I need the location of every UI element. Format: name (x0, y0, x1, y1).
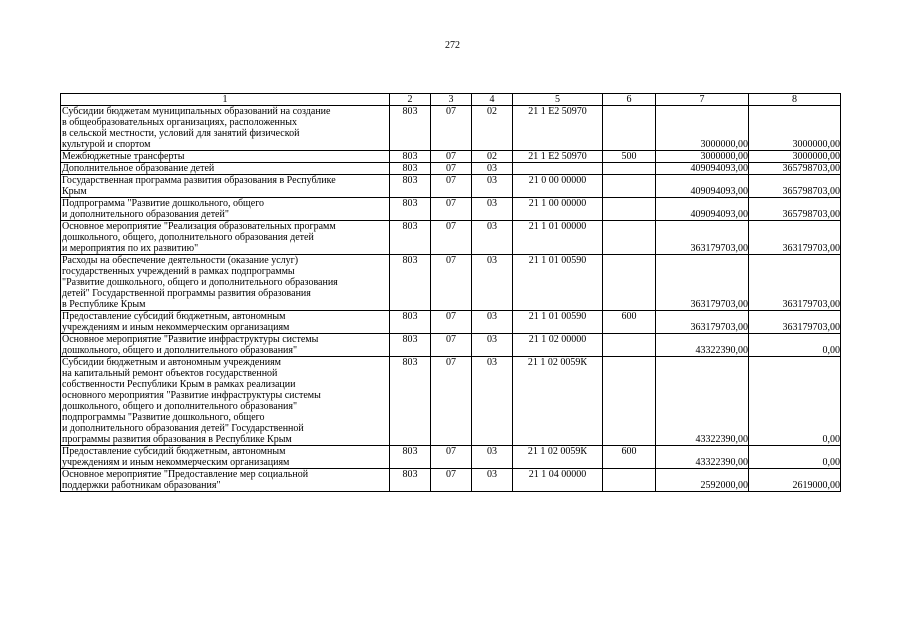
subsection-code-cell: 03 (472, 221, 513, 255)
row-name-line: государственных учреждений в рамках подпрограммы (62, 266, 295, 277)
section-code-cell: 07 (431, 221, 472, 255)
section-code-cell: 07 (431, 151, 472, 163)
section-code-cell: 07 (431, 175, 472, 198)
subsection-code-cell: 03 (472, 311, 513, 334)
subsection-code-cell: 02 (472, 151, 513, 163)
row-name-line: подпрограммы "Развитие дошкольного, общего (62, 412, 265, 423)
row-name-cell (61, 311, 390, 334)
target-article-cell: 21 1 02 00000 (513, 334, 603, 357)
row-name-line: "Развитие дошкольного, общего и дополнительного образования (62, 277, 338, 288)
row-name-cell (61, 357, 390, 446)
subsection-code-cell: 03 (472, 175, 513, 198)
table-row (61, 357, 841, 446)
table-row (61, 151, 841, 163)
header-cell-8: 8 (749, 94, 841, 106)
target-article-cell: 21 1 Е2 50970 (513, 151, 603, 163)
subsection-code-cell: 03 (472, 255, 513, 311)
row-name-line: поддержки работникам образования" (62, 480, 221, 491)
row-name-line: на капитальный ремонт объектов государственной (62, 368, 278, 379)
amount-year2-cell: 0,00 (749, 446, 841, 469)
row-name-line: и дополнительного образования детей" (62, 209, 229, 220)
amount-year1-cell: 363179703,00 (656, 221, 749, 255)
target-article-cell: 21 1 01 00590 (513, 255, 603, 311)
amount-year2-cell: 0,00 (749, 334, 841, 357)
row-name-line: Дополнительное образование детей (62, 163, 215, 174)
section-code-cell: 07 (431, 334, 472, 357)
table-row (61, 175, 841, 198)
row-name-line: основного мероприятия "Развитие инфраструктуры системы (62, 390, 321, 401)
amount-year2-cell: 365798703,00 (749, 175, 841, 198)
ministry-code-cell: 803 (390, 198, 431, 221)
row-name-line: Межбюджетные трансферты (62, 151, 185, 162)
amount-year1-cell: 2592000,00 (656, 469, 749, 492)
header-cell-2: 2 (390, 94, 431, 106)
table-row (61, 163, 841, 175)
subsection-code-cell: 03 (472, 446, 513, 469)
row-name-line: Государственная программа развития образования в Республике (62, 175, 336, 186)
row-name-cell (61, 151, 390, 163)
expense-type-cell: 600 (603, 446, 656, 469)
expense-type-cell (603, 175, 656, 198)
row-name-line: детей" Государственной программы развития образования (62, 288, 311, 299)
target-article-cell: 21 1 02 0059К (513, 357, 603, 446)
ministry-code-cell: 803 (390, 221, 431, 255)
row-name-line: и дополнительного образования детей" Государственной (62, 423, 304, 434)
header-cell-1: 1 (61, 94, 390, 106)
expense-type-cell (603, 163, 656, 175)
row-name-cell (61, 446, 390, 469)
row-name-line: в общеобразовательных организациях, расположенных (62, 117, 297, 128)
table-row (61, 334, 841, 357)
row-name-line: учреждениям и иным некоммерческим организациям (62, 322, 290, 333)
expense-type-cell: 500 (603, 151, 656, 163)
target-article-cell (513, 163, 603, 175)
amount-year1-cell: 43322390,00 (656, 446, 749, 469)
section-code-cell: 07 (431, 255, 472, 311)
amount-year2-cell: 2619000,00 (749, 469, 841, 492)
row-name-cell (61, 175, 390, 198)
target-article-cell: 21 0 00 00000 (513, 175, 603, 198)
amount-year2-cell: 0,00 (749, 357, 841, 446)
amount-year2-cell: 363179703,00 (749, 311, 841, 334)
subsection-code-cell: 03 (472, 163, 513, 175)
row-name-cell (61, 198, 390, 221)
table-row (61, 311, 841, 334)
row-name-line: Предоставление субсидий бюджетным, автономным (62, 446, 286, 457)
expense-type-cell (603, 255, 656, 311)
table-row (61, 446, 841, 469)
row-name-line: Субсидии бюджетным и автономным учреждениям (62, 357, 282, 368)
table-row (61, 469, 841, 492)
row-name-line: дошкольного, общего и дополнительного образования" (62, 401, 298, 412)
section-code-cell: 07 (431, 163, 472, 175)
row-name-cell (61, 163, 390, 175)
row-name-line: и мероприятия по их развитию" (62, 243, 199, 254)
row-name-cell (61, 255, 390, 311)
table-row (61, 106, 841, 151)
target-article-cell: 21 1 00 00000 (513, 198, 603, 221)
expense-type-cell (603, 469, 656, 492)
expense-type-cell (603, 357, 656, 446)
amount-year1-cell: 43322390,00 (656, 357, 749, 446)
row-name-line: Основное мероприятие "Развитие инфраструктуры системы (62, 334, 319, 345)
section-code-cell: 07 (431, 198, 472, 221)
table-row (61, 255, 841, 311)
section-code-cell: 07 (431, 469, 472, 492)
section-code-cell: 07 (431, 357, 472, 446)
row-name-cell (61, 469, 390, 492)
header-cell-7: 7 (656, 94, 749, 106)
ministry-code-cell: 803 (390, 255, 431, 311)
expense-type-cell (603, 198, 656, 221)
ministry-code-cell: 803 (390, 151, 431, 163)
row-name-line: Основное мероприятие "Предоставление мер социальной (62, 469, 309, 480)
target-article-cell: 21 1 04 00000 (513, 469, 603, 492)
header-cell-5: 5 (513, 94, 603, 106)
subsection-code-cell: 03 (472, 469, 513, 492)
amount-year1-cell: 409094093,00 (656, 175, 749, 198)
subsection-code-cell: 03 (472, 334, 513, 357)
row-name-line: в сельской местности, условий для занятий физической (62, 128, 300, 139)
row-name-line: учреждениям и иным некоммерческим организациям (62, 457, 290, 468)
amount-year1-cell: 409094093,00 (656, 198, 749, 221)
header-row (61, 94, 841, 106)
ministry-code-cell: 803 (390, 334, 431, 357)
row-name-line: программы развития образования в Республике Крым (62, 434, 292, 445)
ministry-code-cell: 803 (390, 469, 431, 492)
amount-year2-cell: 363179703,00 (749, 221, 841, 255)
amount-year2-cell: 365798703,00 (749, 198, 841, 221)
row-name-line: Предоставление субсидий бюджетным, автономным (62, 311, 286, 322)
row-name-cell (61, 334, 390, 357)
ministry-code-cell: 803 (390, 446, 431, 469)
subsection-code-cell: 02 (472, 106, 513, 151)
row-name-line: Расходы на обеспечение деятельности (оказание услуг) (62, 255, 299, 266)
header-cell-6: 6 (603, 94, 656, 106)
row-name-line: дошкольного, общего, дополнительного образования детей (62, 232, 314, 243)
amount-year2-cell: 3000000,00 (749, 151, 841, 163)
target-article-cell: 21 1 01 00590 (513, 311, 603, 334)
ministry-code-cell: 803 (390, 175, 431, 198)
ministry-code-cell: 803 (390, 357, 431, 446)
expense-type-cell (603, 334, 656, 357)
row-name-line: дошкольного, общего и дополнительного образования" (62, 345, 298, 356)
ministry-code-cell: 803 (390, 106, 431, 151)
ministry-code-cell: 803 (390, 163, 431, 175)
target-article-cell: 21 1 01 00000 (513, 221, 603, 255)
row-name-cell (61, 106, 390, 151)
section-code-cell: 07 (431, 446, 472, 469)
amount-year1-cell: 3000000,00 (656, 151, 749, 163)
amount-year1-cell: 363179703,00 (656, 311, 749, 334)
subsection-code-cell: 03 (472, 357, 513, 446)
section-code-cell: 07 (431, 311, 472, 334)
row-name-line: культурой и спортом (62, 139, 151, 150)
row-name-line: собственности Республики Крым в рамках реализации (62, 379, 296, 390)
row-name-line: Основное мероприятие "Реализация образовательных программ (62, 221, 336, 232)
header-cell-3: 3 (431, 94, 472, 106)
amount-year1-cell: 3000000,00 (656, 106, 749, 151)
expense-type-cell (603, 221, 656, 255)
row-name-line: в Республике Крым (62, 299, 146, 310)
row-name-line: Субсидии бюджетам муниципальных образований на создание (62, 106, 331, 117)
expense-type-cell (603, 106, 656, 151)
page-number: 272 (445, 40, 460, 51)
target-article-cell: 21 1 02 0059К (513, 446, 603, 469)
amount-year1-cell: 43322390,00 (656, 334, 749, 357)
header-cell-4: 4 (472, 94, 513, 106)
table-row (61, 198, 841, 221)
ministry-code-cell: 803 (390, 311, 431, 334)
target-article-cell: 21 1 Е2 50970 (513, 106, 603, 151)
expense-type-cell: 600 (603, 311, 656, 334)
amount-year1-cell: 363179703,00 (656, 255, 749, 311)
amount-year2-cell: 363179703,00 (749, 255, 841, 311)
amount-year2-cell: 3000000,00 (749, 106, 841, 151)
amount-year1-cell: 409094093,00 (656, 163, 749, 175)
amount-year2-cell: 365798703,00 (749, 163, 841, 175)
row-name-cell (61, 221, 390, 255)
section-code-cell: 07 (431, 106, 472, 151)
budget-table (60, 93, 841, 492)
row-name-line: Подпрограмма "Развитие дошкольного, общего (62, 198, 265, 209)
table-row (61, 221, 841, 255)
row-name-line: Крым (62, 186, 87, 197)
subsection-code-cell: 03 (472, 198, 513, 221)
